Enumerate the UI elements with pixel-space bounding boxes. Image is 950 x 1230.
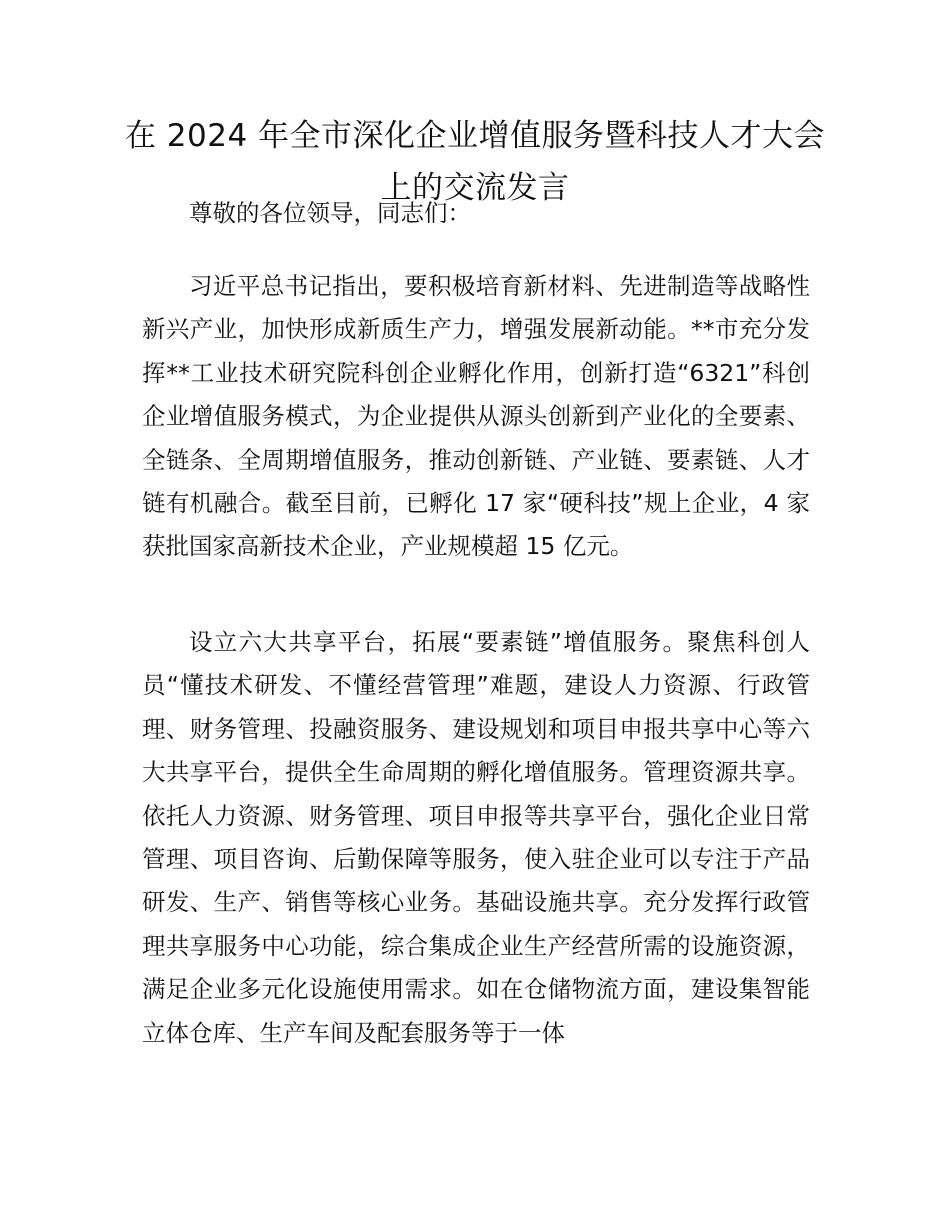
page-title: 在 2024 年全市深化企业增值服务暨科技人才大会上的交流发言 bbox=[124, 118, 826, 206]
paragraph-1: 习近平总书记指出，要积极培育新材料、先进制造等战略性新兴产业，加快形成新质生产力，增强发展新动能。**市充分发挥**工业技术研究院科创企业孵化作用，创新打造“6321”科创企业增值服务模式，为企业提供从源头创新到产业化的全要素、全链条、全周期增值服务，推动创新链、产业链、要素链、人才链有机融合。截至目前，已孵化 17 家“硬科技”规上企业，4 家获批国家高新技术企业，产业规模超 15 亿元。 bbox=[142, 272, 810, 561]
paragraph-2: 设立六大共享平台，拓展“要素链”增值服务。聚焦科创人员“懂技术研发、不懂经营管理”难题，建设人力资源、行政管理、财务管理、投融资服务、建设规划和项目申报共享中心等六大共享平台，提供全生命周期的孵化增值服务。管理资源共享。依托人力资源、财务管理、项目申报等共享平台，强化企业日常管理、项目咨询、后勤保障等服务，使入驻企业可以专注于产品研发、生产、销售等核心业务。基础设施共享。充分发挥行政管理共享服务中心功能，综合集成企业生产经营所需的设施资源，满足企业多元化设施使用需求。如在仓储物流方面，建设集智能立体仓库、生产车间及配套服务等于一体 bbox=[142, 628, 810, 1047]
greeting: 尊敬的各位领导，同志们： bbox=[189, 199, 471, 227]
